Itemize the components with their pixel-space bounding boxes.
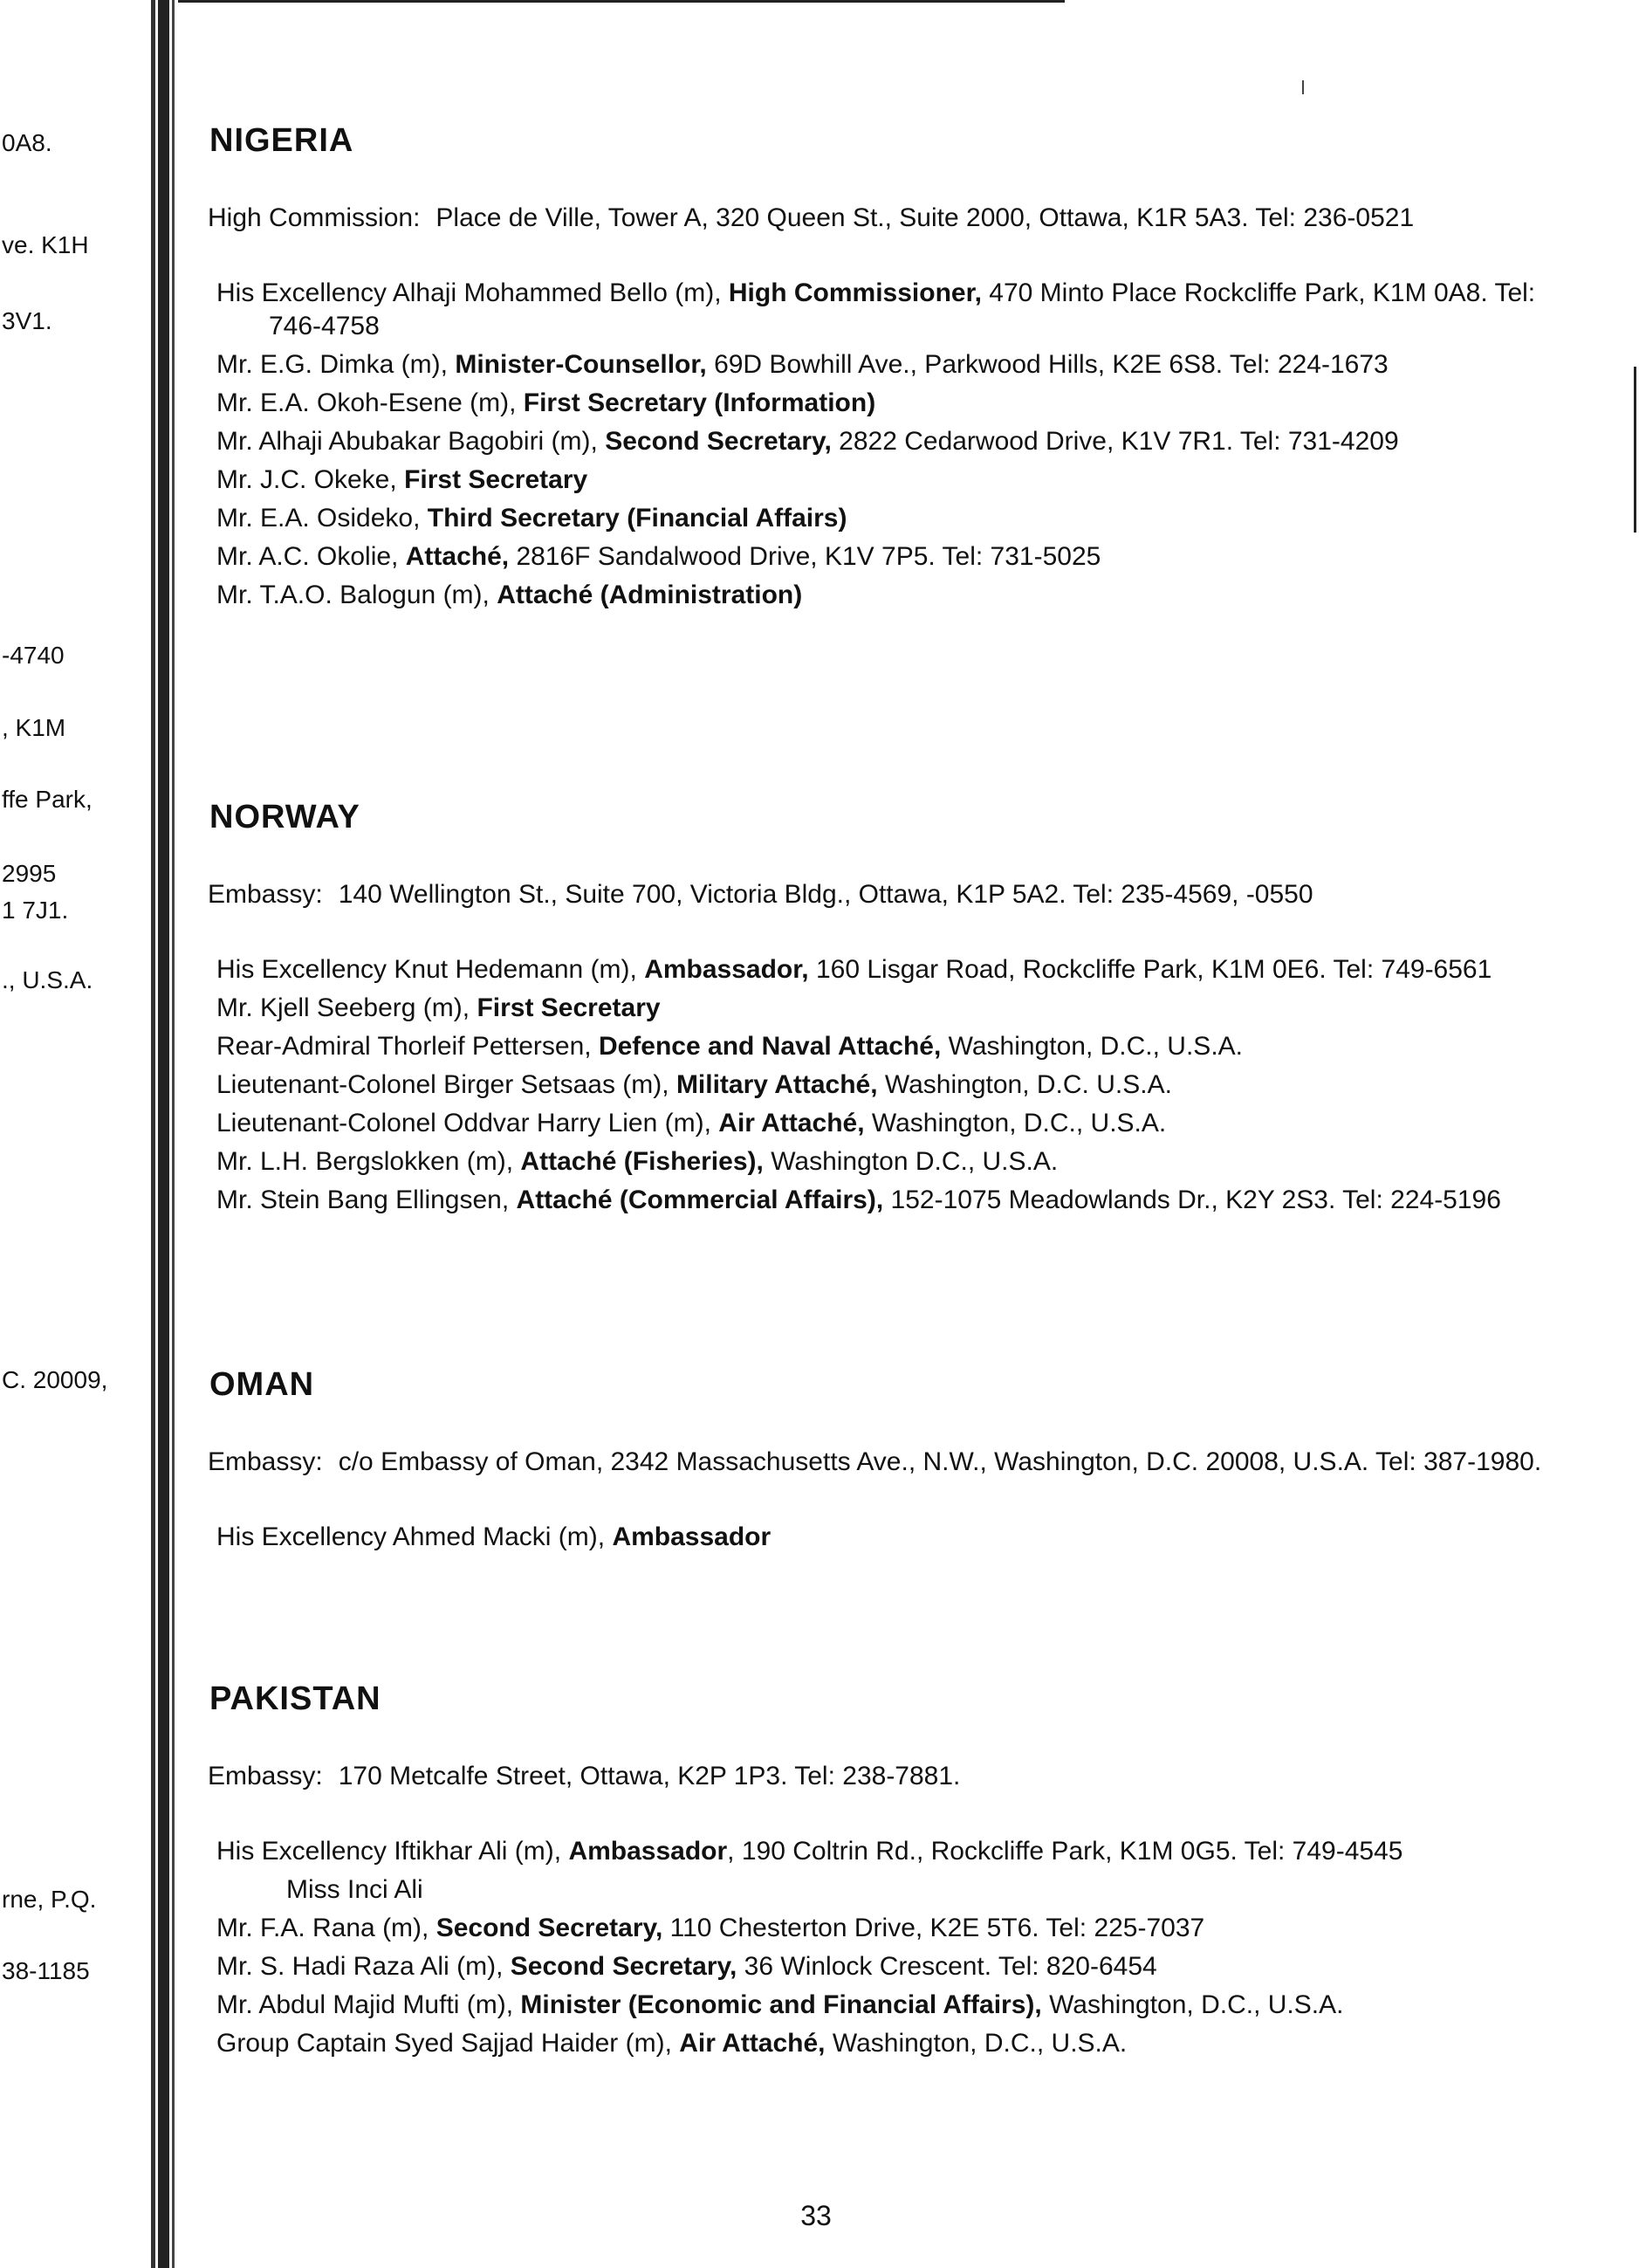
margin-fragment: rne, P.Q. (2, 1886, 97, 1913)
staff-entry (208, 1989, 1543, 2022)
staff-role: Second Secretary, (435, 1914, 663, 1942)
staff-name: Mr. F.A. Rana (m), (216, 1914, 429, 1942)
staff-name: Mr. A.C. Okolie, (216, 542, 399, 571)
staff-role: Ambassador, (644, 955, 809, 984)
staff-name: Mr. Kjell Seeberg (m), (216, 993, 470, 1022)
staff-entry (208, 1950, 1543, 1983)
staff-role: Third Secretary (Financial Affairs) (427, 504, 847, 533)
staff-entry (208, 992, 1543, 1025)
staff-role: Ambassador (568, 1837, 728, 1866)
staff-name: Mr. L.H. Bergslokken (m), (216, 1147, 514, 1176)
country-heading: NORWAY (209, 799, 360, 835)
mission-label: High Commission: (208, 203, 421, 232)
country-section-oman (199, 1366, 1543, 1559)
staff-name: Lieutenant-Colonel Birger Setsaas (m), (216, 1070, 669, 1099)
staff-detail: 470 Minto Place Rockcliffe Park, K1M 0A8. Tel: 746-4758 (269, 278, 1536, 340)
mission-address (208, 1446, 1543, 1479)
staff-name: Group Captain Syed Sajjad Haider (m), (216, 2029, 672, 2058)
mission-address-text: Place de Ville, Tower A, 320 Queen St., Suite 2000, Ottawa, K1R 5A3. Tel: 236-0521 (435, 203, 1415, 232)
country-heading: NIGERIA (209, 122, 354, 159)
staff-name: Mr. J.C. Okeke, (216, 465, 397, 494)
mission-address-text: 140 Wellington St., Suite 700, Victoria Bldg., Ottawa, K1P 5A2. Tel: 235-4569, -0550 (338, 880, 1313, 909)
staff-name: Mr. T.A.O. Balogun (m), (216, 581, 490, 609)
staff-entry (208, 1107, 1543, 1140)
staff-entry (208, 1069, 1543, 1102)
staff-role: Air Attaché, (679, 2029, 826, 2058)
staff-name: Mr. Abdul Majid Mufti (m), (216, 1990, 514, 2019)
mission-label: Embassy: (208, 1762, 323, 1790)
staff-name: Miss Inci Ali (286, 1875, 423, 1904)
staff-role: Military Attaché, (675, 1070, 878, 1099)
margin-fragment: , K1M (2, 714, 66, 741)
staff-name: His Excellency Knut Hedemann (m), (216, 955, 637, 984)
staff-role: Second Secretary, (510, 1952, 737, 1981)
staff-detail: 2822 Cedarwood Drive, K1V 7R1. Tel: 731-4209 (839, 427, 1399, 456)
staff-role: Attaché (Fisheries), (520, 1147, 764, 1176)
staff-name: Rear-Admiral Thorleif Pettersen, (216, 1032, 592, 1061)
staff-entry (208, 277, 1543, 343)
staff-list (199, 277, 1543, 612)
staff-name: Mr. E.A. Okoh-Esene (m), (216, 388, 517, 417)
staff-role: Attaché (Commercial Affairs), (516, 1186, 884, 1214)
margin-fragment: 2995 (2, 860, 57, 887)
staff-entry (208, 1835, 1543, 1868)
staff-role: Defence and Naval Attaché, (598, 1032, 942, 1061)
staff-detail: Washington, D.C., U.S.A. (871, 1109, 1167, 1137)
margin-fragment: ., U.S.A. (2, 966, 93, 993)
staff-name: Mr. S. Hadi Raza Ali (m), (216, 1952, 504, 1981)
staff-entry (208, 1521, 1543, 1554)
margin-fragment: 1 7J1. (2, 897, 69, 924)
previous-page-fragments (0, 0, 147, 2268)
staff-entry (208, 1912, 1543, 1945)
staff-name: His Excellency Alhaji Mohammed Bello (m), (216, 278, 722, 307)
staff-role: Second Secretary, (605, 427, 832, 456)
margin-fragment: 0A8. (2, 129, 52, 156)
staff-name: His Excellency Iftikhar Ali (m), (216, 1837, 562, 1866)
staff-role: First Secretary (Information) (523, 388, 876, 417)
page-number: 33 (800, 2200, 832, 2231)
staff-detail: Washington, D.C., U.S.A. (1049, 1990, 1344, 2019)
staff-role: Ambassador (612, 1522, 771, 1551)
staff-entry (208, 1184, 1543, 1217)
staff-entry (208, 464, 1543, 497)
staff-entry (208, 1030, 1543, 1063)
staff-role: Minister-Counsellor, (455, 350, 707, 379)
staff-list (199, 953, 1543, 1217)
scan-mark (1302, 80, 1304, 94)
mission-label: Embassy: (208, 1447, 323, 1476)
staff-detail: 160 Lisgar Road, Rockcliffe Park, K1M 0E6. Tel: 749-6561 (815, 955, 1492, 984)
staff-entry (208, 953, 1543, 986)
staff-entry (208, 1145, 1543, 1179)
binding-gutter (148, 0, 178, 2268)
staff-name: His Excellency Ahmed Macki (m), (216, 1522, 606, 1551)
staff-entry (208, 348, 1543, 381)
staff-name: Mr. E.G. Dimka (m), (216, 350, 448, 379)
staff-entry (208, 579, 1543, 612)
staff-entry (208, 502, 1543, 535)
mission-address (208, 202, 1543, 235)
staff-entry (208, 425, 1543, 458)
country-heading: PAKISTAN (209, 1680, 381, 1717)
staff-role: Minister (Economic and Financial Affairs), (520, 1990, 1042, 2019)
staff-detail: 36 Winlock Crescent. Tel: 820-6454 (744, 1952, 1157, 1981)
mission-address-text: c/o Embassy of Oman, 2342 Massachusetts Ave., N.W., Washington, D.C. 20008, U.S.A. Tel: 387-1980. (338, 1447, 1542, 1476)
country-section-nigeria (199, 122, 1543, 617)
staff-role: Attaché (Administration) (497, 581, 803, 609)
margin-fragment: ffe Park, (2, 786, 93, 813)
margin-fragment: 3V1. (2, 307, 52, 334)
staff-role: Air Attaché, (718, 1109, 865, 1137)
country-section-pakistan (199, 1680, 1543, 2065)
staff-name: Lieutenant-Colonel Oddvar Harry Lien (m), (216, 1109, 711, 1137)
staff-role: Attaché, (405, 542, 510, 571)
staff-list (199, 1521, 1543, 1554)
mission-address-text: 170 Metcalfe Street, Ottawa, K2P 1P3. Tel: 238-7881. (338, 1762, 961, 1790)
mission-address (208, 878, 1543, 911)
staff-detail: 152-1075 Meadowlands Dr., K2Y 2S3. Tel: 224-5196 (890, 1186, 1501, 1214)
staff-entry (208, 540, 1543, 574)
staff-detail: Washington, D.C., U.S.A. (832, 2029, 1128, 2058)
staff-detail: Washington, D.C. U.S.A. (884, 1070, 1172, 1099)
margin-fragment: -4740 (2, 642, 65, 669)
country-section-norway (199, 799, 1543, 1222)
staff-detail: 69D Bowhill Ave., Parkwood Hills, K2E 6S8. Tel: 224-1673 (714, 350, 1389, 379)
staff-detail: Washington D.C., U.S.A. (771, 1147, 1059, 1176)
mission-label: Embassy: (208, 880, 323, 909)
staff-role: High Commissioner, (728, 278, 982, 307)
staff-entry (208, 2027, 1543, 2060)
right-edge-mark (1634, 367, 1636, 533)
staff-detail: 2816F Sandalwood Drive, K1V 7P5. Tel: 731-5025 (516, 542, 1101, 571)
staff-entry (208, 1873, 1543, 1907)
staff-detail: 110 Chesterton Drive, K2E 5T6. Tel: 225-7037 (669, 1914, 1205, 1942)
top-rule (175, 0, 1065, 3)
margin-fragment: 38-1185 (2, 1957, 90, 1984)
mission-address (208, 1760, 1543, 1793)
margin-fragment: ve. K1H (2, 231, 89, 258)
staff-role: First Secretary (477, 993, 661, 1022)
staff-name: Mr. Alhaji Abubakar Bagobiri (m), (216, 427, 598, 456)
staff-entry (208, 387, 1543, 420)
staff-detail: , 190 Coltrin Rd., Rockcliffe Park, K1M 0G5. Tel: 749-4545 (727, 1837, 1403, 1866)
staff-list (199, 1835, 1543, 2060)
staff-name: Mr. Stein Bang Ellingsen, (216, 1186, 510, 1214)
margin-fragment: C. 20009, (2, 1366, 108, 1393)
staff-role: First Secretary (404, 465, 588, 494)
country-heading: OMAN (209, 1366, 315, 1403)
staff-detail: Washington, D.C., U.S.A. (948, 1032, 1243, 1061)
staff-name: Mr. E.A. Osideko, (216, 504, 421, 533)
